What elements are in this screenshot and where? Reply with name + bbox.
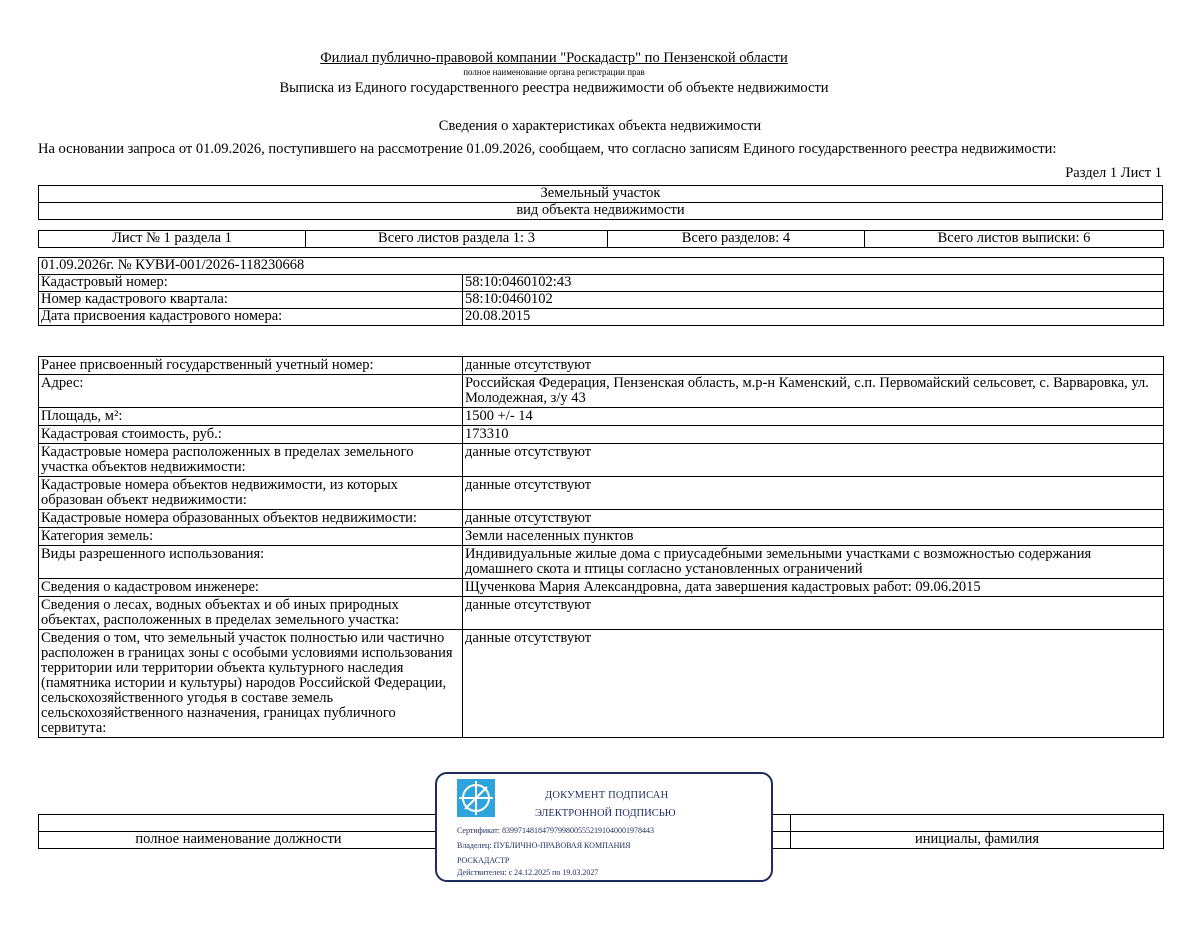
table-row (39, 477, 1164, 510)
row-value: 58:10:0460102:43 (463, 275, 1164, 292)
section-title: Сведения о характеристиках объекта недвижимости (438, 118, 762, 134)
row-label: Сведения о том, что земельный участок полностью или частично расположен в границах зоны с особыми условиями использования территории или территории объекта культурного наследия (памятника истории и культуры) народов Российской Федерации, сельскохозяйственного угодья в составе земель сельскохозяйственного назначения, границах публичного сервитута: (39, 630, 463, 738)
stamp-validity: Действителен: с 24.12.2025 по 19.03.2027 (457, 868, 599, 877)
electronic-signature-stamp (435, 772, 773, 882)
row-value: Российская Федерация, Пензенская область, м.р-н Каменский, с.п. Первомайский сельсовет, с. Варваровка, ул. Молодежная, з/у 43 (463, 375, 1164, 408)
org-name: Филиал публично-правовой компании "Роскадастр" по Пензенской области (320, 50, 788, 66)
name-caption: инициалы, фамилия (791, 832, 1164, 849)
row-value: данные отсутствуют (463, 630, 1164, 738)
row-value: данные отсутствуют (463, 510, 1164, 528)
org-caption: полное наименование органа регистрации прав (463, 67, 645, 77)
position-caption: полное наименование должности (39, 832, 439, 849)
stamp-certificate: Сертификат: 839971481847979980055521910400019784​43 (457, 826, 654, 835)
table-row (39, 579, 1164, 597)
table-row (39, 630, 1164, 738)
table-row (39, 309, 1164, 326)
sections-count: Всего разделов: 4 (608, 231, 865, 248)
row-value: 58:10:0460102 (463, 292, 1164, 309)
row-label: Сведения о лесах, водных объектах и об иных природных объектах, расположенных в пределах земельного участка: (39, 597, 463, 630)
row-label: Дата присвоения кадастрового номера: (39, 309, 463, 326)
stamp-owner-org: РОСКАДАСТР (457, 856, 510, 865)
row-label: Ранее присвоенный государственный учетный номер: (39, 357, 463, 375)
row-value: данные отсутствуют (463, 444, 1164, 477)
row-label: Кадастровые номера расположенных в пределах земельного участка объектов недвижимости: (39, 444, 463, 477)
name-cell (791, 815, 1164, 832)
sheet-reference: Раздел 1 Лист 1 (1065, 165, 1162, 181)
characteristics-table (38, 356, 1164, 738)
stamp-heading: ДОКУМЕНТ ПОДПИСАН (545, 790, 669, 801)
position-cell (39, 815, 439, 832)
row-label: Кадастровые номера объектов недвижимости, из которых образован объект недвижимости: (39, 477, 463, 510)
object-type: Земельный участок (39, 186, 1163, 203)
object-type-caption: вид объекта недвижимости (39, 203, 1163, 220)
row-value: 20.08.2015 (463, 309, 1164, 326)
row-value: 173310 (463, 426, 1164, 444)
sheet-number: Лист № 1 раздела 1 (39, 231, 306, 248)
row-label: Площадь, м²: (39, 408, 463, 426)
table-row (39, 426, 1164, 444)
extract-sheets-count: Всего листов выписки: 6 (865, 231, 1164, 248)
table-row (39, 510, 1164, 528)
row-label: Категория земель: (39, 528, 463, 546)
table-row (39, 375, 1164, 408)
row-label: Кадастровый номер: (39, 275, 463, 292)
roskadastr-logo-icon (457, 779, 495, 817)
row-label: Сведения о кадастровом инженере: (39, 579, 463, 597)
stamp-subheading: ЭЛЕКТРОННОЙ ПОДПИСЬЮ (535, 808, 676, 819)
basis-text: На основании запроса от 01.09.2026, поступившего на рассмотрение 01.09.2026, сообщаем, что согласно записям Единого государственного реестра недвижимости: (38, 141, 1057, 157)
table-row (39, 444, 1164, 477)
sheets-table (38, 230, 1164, 248)
section-sheets-count: Всего листов раздела 1: 3 (306, 231, 608, 248)
table-row (39, 275, 1164, 292)
table-row (39, 357, 1164, 375)
row-value: 1500 +/- 14 (463, 408, 1164, 426)
row-value: данные отсутствуют (463, 477, 1164, 510)
request-number: 01.09.2026г. № КУВИ-001/2026-118230668 (39, 258, 1164, 275)
row-label: Кадастровая стоимость, руб.: (39, 426, 463, 444)
row-label: Кадастровые номера образованных объектов недвижимости: (39, 510, 463, 528)
table-row (39, 292, 1164, 309)
main-info-table (38, 257, 1164, 326)
row-value: Щученкова Мария Александровна, дата завершения кадастровых работ: 09.06.2015 (463, 579, 1164, 597)
table-row (39, 408, 1164, 426)
table-row (39, 546, 1164, 579)
row-label: Виды разрешенного использования: (39, 546, 463, 579)
row-value: Индивидуальные жилые дома с приусадебными земельными участками с возможностью содержания домашнего скота и птицы согласно установленных ограничений (463, 546, 1164, 579)
stamp-owner: Владелец: ПУБЛИЧНО-ПРАВОВАЯ КОМПАНИЯ (457, 841, 631, 850)
table-row (39, 597, 1164, 630)
document-title: Выписка из Единого государственного реестра недвижимости об объекте недвижимости (279, 80, 829, 96)
object-type-table (38, 185, 1163, 220)
row-value: данные отсутствуют (463, 357, 1164, 375)
table-row (39, 528, 1164, 546)
row-value: Земли населенных пунктов (463, 528, 1164, 546)
row-value: данные отсутствуют (463, 597, 1164, 630)
row-label: Адрес: (39, 375, 463, 408)
row-label: Номер кадастрового квартала: (39, 292, 463, 309)
